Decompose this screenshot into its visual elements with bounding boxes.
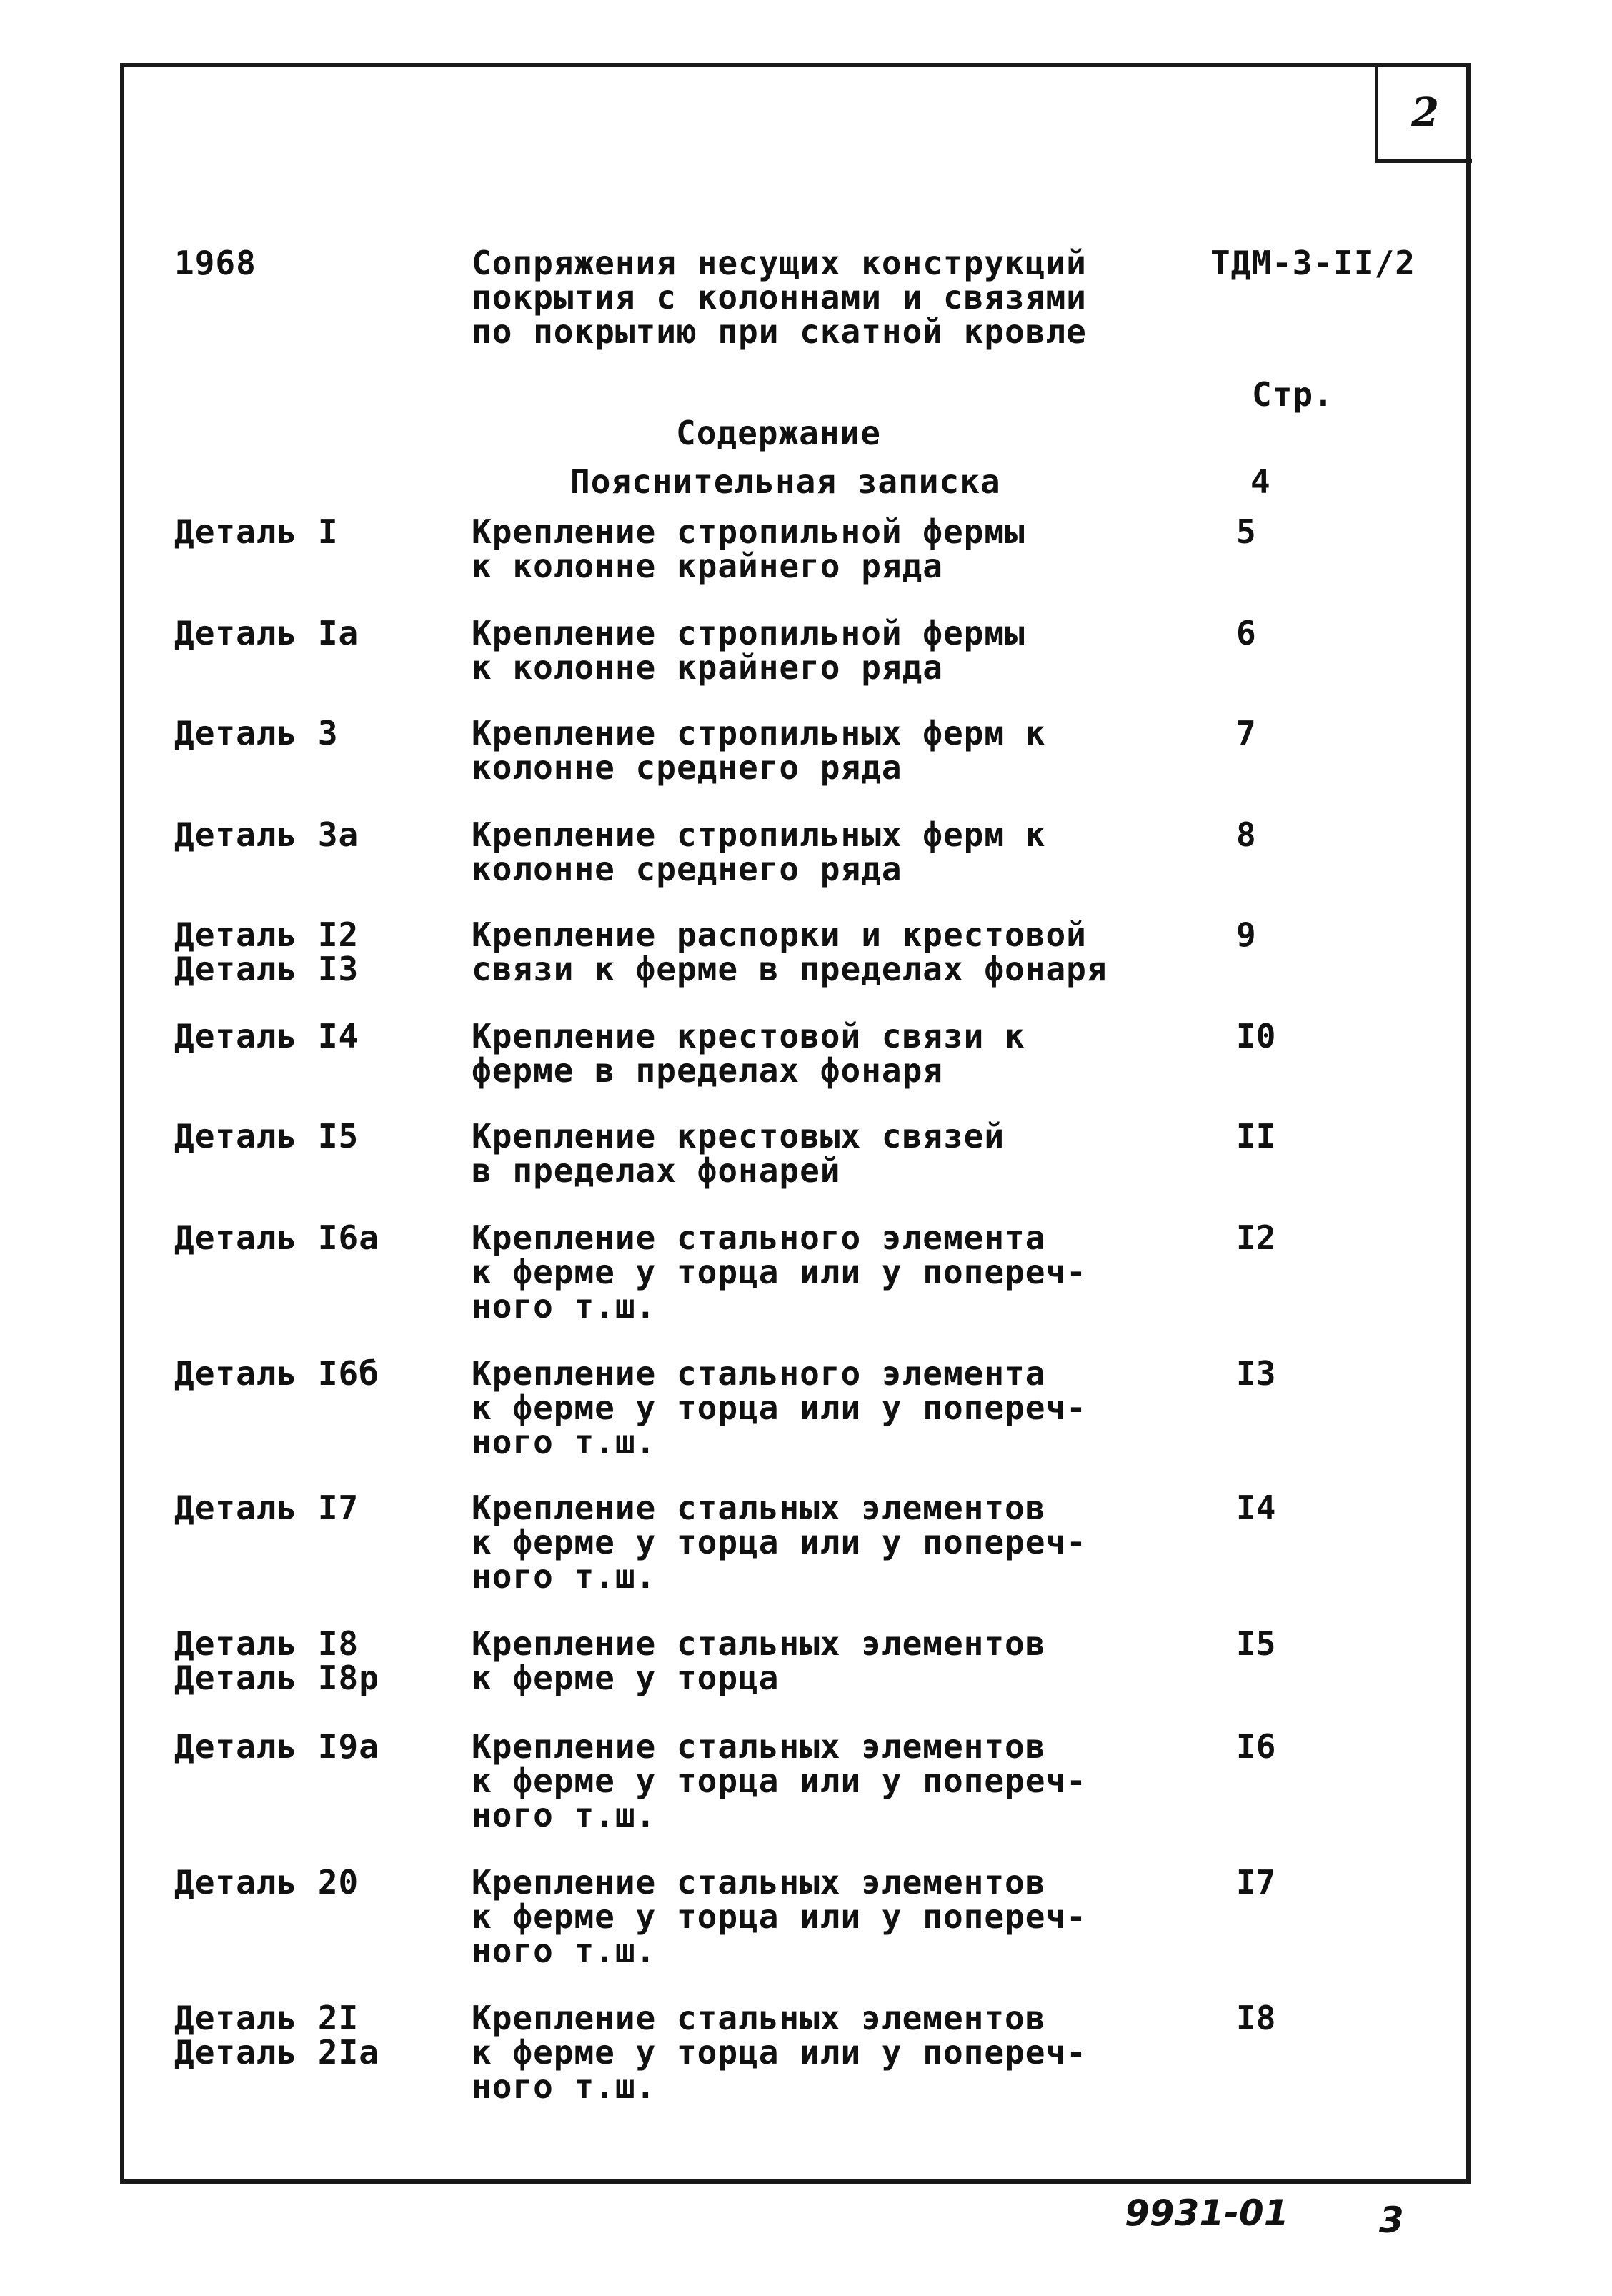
- description-line: к колонне крайнего ряда: [472, 648, 943, 687]
- detail-labels: [174, 1491, 359, 1525]
- detail-description: [472, 2001, 1087, 2104]
- detail-description: [472, 915, 1108, 988]
- document-title: [472, 246, 1087, 349]
- detail-label: Деталь I6б: [174, 1354, 379, 1393]
- detail-description: [472, 1218, 1087, 1326]
- description-line: Крепление стропильной фермы: [472, 512, 1025, 551]
- page-number: I2: [1236, 1218, 1276, 1257]
- description-line: Крепление крестовых связей: [472, 1117, 1005, 1156]
- page-number: I4: [1236, 1489, 1276, 1527]
- detail-label: Деталь 3а: [174, 815, 359, 854]
- description-line: ного т.ш.: [472, 1796, 657, 1834]
- description-line: Крепление крестовой связи к: [472, 1017, 1025, 1055]
- detail-labels: [174, 716, 339, 750]
- description-line: Крепление распорки и крестовой: [472, 915, 1087, 954]
- detail-description: [472, 716, 1045, 785]
- page-number: I3: [1236, 1354, 1276, 1393]
- detail-description: [472, 817, 1045, 886]
- description-line: Крепление стропильных ферм к: [472, 815, 1046, 854]
- detail-label: Деталь 3: [174, 714, 339, 752]
- description-line: Крепление стальных элементов: [472, 1727, 1046, 1766]
- explanatory-note-page: 4: [1250, 462, 1271, 501]
- description-line: Крепление стальных элементов: [472, 1999, 1046, 2037]
- explanatory-note-label: Пояснительная записка: [570, 462, 1001, 501]
- description-line: ного т.ш.: [472, 1287, 657, 1326]
- page-column-label: Стр.: [1252, 375, 1334, 414]
- detail-description: [472, 1119, 1005, 1188]
- detail-label: Деталь I8р: [174, 1659, 379, 1697]
- detail-label: Деталь I5: [174, 1117, 359, 1156]
- description-line: к ферме у торца или у попереч-: [472, 1388, 1087, 1427]
- detail-label: Деталь Iа: [174, 614, 359, 652]
- detail-label: Деталь I2: [174, 915, 359, 954]
- description-line: связи к ферме в пределах фонаря: [472, 950, 1108, 988]
- description-line: ферме в пределах фонаря: [472, 1051, 943, 1090]
- title-line: покрытия с колоннами и связями: [472, 278, 1087, 317]
- detail-labels: [174, 1999, 379, 2072]
- detail-labels: [174, 915, 359, 988]
- detail-labels: [174, 616, 359, 650]
- contents-heading: Содержание: [676, 414, 881, 452]
- detail-label: Деталь 2Iа: [174, 2033, 379, 2072]
- detail-label: Деталь 2I: [174, 1999, 359, 2037]
- description-line: к ферме у торца или у попереч-: [472, 1897, 1087, 1936]
- description-line: колонне среднего ряда: [472, 850, 902, 888]
- description-line: к ферме у торца или у попереч-: [472, 1253, 1087, 1291]
- description-line: к ферме у торца: [472, 1659, 780, 1697]
- description-line: ного т.ш.: [472, 2067, 657, 2106]
- description-line: к ферме у торца или у попереч-: [472, 1761, 1087, 1800]
- detail-labels: [174, 1729, 379, 1764]
- page-number: 5: [1236, 512, 1256, 551]
- description-line: Крепление стальных элементов: [472, 1624, 1046, 1663]
- detail-label: Деталь I6а: [174, 1218, 379, 1257]
- sheet-number: 2: [1411, 89, 1439, 136]
- page-number: I5: [1236, 1624, 1276, 1663]
- page-number: I8: [1236, 1999, 1276, 2037]
- detail-label: Деталь I3: [174, 950, 359, 988]
- detail-labels: [174, 1019, 359, 1053]
- page-number: 9: [1236, 915, 1256, 954]
- description-line: Крепление стальных элементов: [472, 1489, 1046, 1527]
- description-line: ного т.ш.: [472, 1932, 657, 1970]
- detail-label: Деталь I8: [174, 1624, 359, 1663]
- footer-page-number: 3: [1379, 2200, 1404, 2241]
- description-line: в пределах фонарей: [472, 1151, 841, 1190]
- description-line: Крепление стального элемента: [472, 1218, 1046, 1257]
- description-line: к ферме у торца или у попереч-: [472, 2033, 1087, 2072]
- page-number: 7: [1236, 714, 1256, 752]
- page-number: I0: [1236, 1017, 1276, 1055]
- detail-description: [472, 512, 1025, 585]
- detail-label: Деталь I9а: [174, 1727, 379, 1766]
- detail-label: Деталь I7: [174, 1489, 359, 1527]
- title-line: по покрытию при скатной кровле: [472, 312, 1087, 351]
- page-number: I7: [1236, 1863, 1276, 1902]
- detail-description: [472, 1626, 1045, 1695]
- title-line: Сопряжения несущих конструкций: [472, 244, 1087, 282]
- description-line: к ферме у торца или у попереч-: [472, 1523, 1087, 1561]
- page-number: 8: [1236, 815, 1256, 854]
- description-line: Крепление стального элемента: [472, 1354, 1046, 1393]
- detail-description: [472, 1356, 1087, 1459]
- detail-description: [472, 1491, 1087, 1594]
- detail-labels: [174, 1117, 359, 1156]
- detail-labels: [174, 512, 339, 551]
- description-line: ного т.ш.: [472, 1557, 657, 1596]
- sheet-number-box: [1375, 66, 1472, 163]
- description-line: Крепление стропильной фермы: [472, 614, 1025, 652]
- detail-labels: [174, 1356, 379, 1391]
- detail-label: Деталь I4: [174, 1017, 359, 1055]
- detail-description: [472, 1865, 1087, 1968]
- page-number: 6: [1236, 614, 1256, 652]
- detail-labels: [174, 1218, 379, 1257]
- description-line: Крепление стропильных ферм к: [472, 714, 1046, 752]
- footer-code: 9931-01: [1125, 2192, 1289, 2234]
- document-code: ТДМ-3-II/2: [1210, 244, 1416, 282]
- year: 1968: [174, 244, 257, 282]
- detail-description: [472, 1729, 1087, 1832]
- page-number: II: [1236, 1117, 1276, 1156]
- description-line: колонне среднего ряда: [472, 748, 902, 787]
- description-line: Крепление стальных элементов: [472, 1863, 1046, 1902]
- detail-description: [472, 1019, 1025, 1088]
- description-line: к колонне крайнего ряда: [472, 547, 943, 585]
- page-number: I6: [1236, 1727, 1276, 1766]
- description-line: ного т.ш.: [472, 1423, 657, 1461]
- detail-labels: [174, 1863, 359, 1902]
- detail-labels: [174, 1626, 379, 1695]
- detail-label: Деталь I: [174, 512, 339, 551]
- detail-description: [472, 616, 1025, 685]
- detail-label: Деталь 20: [174, 1863, 359, 1902]
- detail-labels: [174, 817, 359, 852]
